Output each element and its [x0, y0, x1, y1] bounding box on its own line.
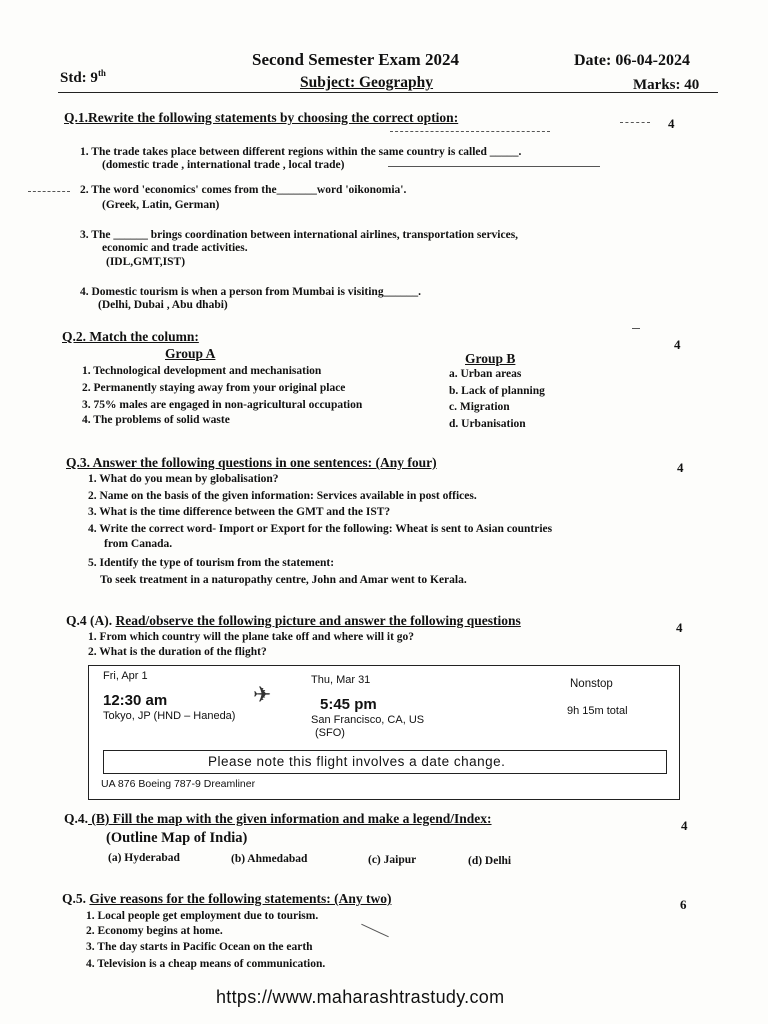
q5-item: 1. Local people get employment due to tourism. [86, 910, 319, 922]
depart-day: Fri, Apr 1 [103, 670, 148, 682]
q1-item-3-line1: 3. The ______ brings coordination between international airlines, transportation services, [80, 229, 519, 241]
scan-mark [388, 166, 600, 167]
group-a-title: Group A [165, 346, 216, 361]
q4b-title [64, 811, 492, 827]
q4b-option: (c) Jaipur [368, 854, 417, 866]
group-a-item: 3. 75% males are engaged in non-agricultural occupation [82, 399, 363, 411]
q3-title [66, 455, 437, 471]
exam-date: Date: 06-04-2024 [574, 52, 690, 69]
q5-title [62, 891, 391, 907]
scan-mark [361, 924, 389, 938]
scan-mark [632, 328, 640, 329]
q3-item: 2. Name on the basis of the given information: Services available in post offices. [88, 490, 477, 502]
group-b-item: d. Urbanisation [449, 418, 526, 430]
q2-title-text: Q.2. Match the column: [62, 329, 199, 344]
q3-item: 4. Write the correct word- Import or Export for the following: Wheat is sent to Asian countries [88, 523, 553, 535]
q3-item: 5. Identify the type of tourism from the statement: [88, 557, 335, 569]
q2-marks: 4 [674, 337, 681, 352]
q5-title-text: Give reasons for the following statements: (Any two) [89, 891, 392, 906]
exam-title: Second Semester Exam 2024 [252, 50, 459, 69]
subject-label: Subject: Geography [300, 74, 434, 91]
q4b-option: (b) Ahmedabad [231, 853, 308, 865]
group-b-item: c. Migration [449, 401, 510, 413]
q1-item-4-line1: 4. Domestic tourism is when a person from Mumbai is visiting______. [80, 286, 421, 298]
q3-item: 1. What do you mean by globalisation? [88, 473, 279, 485]
q3-title-text: Q.3. Answer the following questions in one sentences: (Any four) [66, 455, 437, 470]
q4b-option: (a) Hyderabad [108, 852, 180, 864]
flight-info-card [88, 665, 680, 800]
q1-item-2-line1: 2. The word 'economics' comes from the_______word 'oikonomia'. [80, 184, 407, 196]
q4b-subtitle: (Outline Map of India) [106, 830, 248, 846]
arrive-place: San Francisco, CA, US [311, 714, 425, 726]
q4b-option: (d) Delhi [468, 855, 512, 867]
footer-url[interactable]: https://www.maharashtrastudy.com [216, 987, 505, 1007]
standard-text: Std: 9 [60, 70, 98, 86]
group-b-item: a. Urban areas [449, 368, 522, 380]
aircraft-label: UA 876 Boeing 787-9 Dreamliner [101, 778, 256, 790]
q4a-title [66, 613, 521, 629]
group-a-item: 4. The problems of solid waste [82, 414, 230, 426]
q1-title: Q.1.Rewrite the following statements by choosing the correct option: [64, 110, 459, 125]
q4a-title-prefix: Q.4 (A). [66, 613, 116, 628]
q5-item: 4. Television is a cheap means of communication. [86, 958, 326, 970]
q1-item-3-line3: (IDL,GMT,IST) [106, 256, 186, 268]
date-change-note-text: Please note this flight involves a date change. [208, 754, 506, 769]
group-a-item: 2. Permanently staying away from your original place [82, 382, 346, 394]
scan-mark [620, 122, 650, 123]
q5-marks: 6 [680, 897, 687, 912]
q3-item: from Canada. [104, 538, 173, 550]
q4a-item: 1. From which country will the plane take off and where will it go? [88, 631, 415, 643]
group-b-title: Group B [465, 351, 516, 366]
stops-label: Nonstop [570, 678, 613, 690]
scan-mark [28, 191, 70, 192]
arrive-day: Thu, Mar 31 [311, 674, 371, 686]
q1-item-4-line2: (Delhi, Dubai , Abu dhabi) [98, 299, 228, 311]
group-a-item: 1. Technological development and mechanisation [82, 365, 322, 377]
q1-item-1-line2: (domestic trade , international trade , local trade) [102, 159, 345, 171]
q4b-title-text: (B) Fill the map with the given information and make a legend/Index: [88, 811, 492, 826]
q4a-title-text: Read/observe the following picture and answer the following questions [115, 613, 521, 628]
q5-item: 3. The day starts in Pacific Ocean on the earth [86, 941, 313, 953]
q4a-marks: 4 [676, 620, 683, 635]
scan-mark [390, 131, 550, 132]
group-b-item: b. Lack of planning [449, 385, 545, 397]
q5-title-prefix: Q.5. [62, 891, 90, 906]
q5-item: 2. Economy begins at home. [86, 925, 223, 937]
q4b-marks: 4 [681, 818, 688, 833]
q4a-item: 2. What is the duration of the flight? [88, 646, 267, 658]
header-rule [58, 92, 718, 93]
standard-label [60, 68, 106, 87]
arrive-time: 5:45 pm [320, 696, 377, 713]
q2-title [62, 329, 199, 345]
q1-item-3-line2: economic and trade activities. [102, 242, 248, 254]
depart-time: 12:30 am [103, 692, 168, 709]
arrive-code: (SFO) [315, 727, 345, 739]
q1-marks: 4 [668, 116, 675, 131]
q1-item-1-line1: 1. The trade takes place between different regions within the same country is called _____. [80, 146, 522, 158]
q4b-title-prefix: Q.4. [64, 811, 89, 826]
depart-place: Tokyo, JP (HND – Haneda) [103, 710, 236, 722]
q3-item: To seek treatment in a naturopathy centre, John and Amar went to Kerala. [100, 574, 467, 586]
standard-sup: th [97, 68, 106, 78]
q3-marks: 4 [677, 460, 684, 475]
q1-item-2-line2: (Greek, Latin, German) [102, 199, 220, 211]
airplane-icon: ✈ [253, 682, 272, 707]
marks-label: Marks: 40 [633, 77, 700, 93]
duration-label: 9h 15m total [567, 705, 628, 717]
q3-item: 3. What is the time difference between the GMT and the IST? [88, 506, 391, 518]
date-change-note [103, 750, 667, 774]
